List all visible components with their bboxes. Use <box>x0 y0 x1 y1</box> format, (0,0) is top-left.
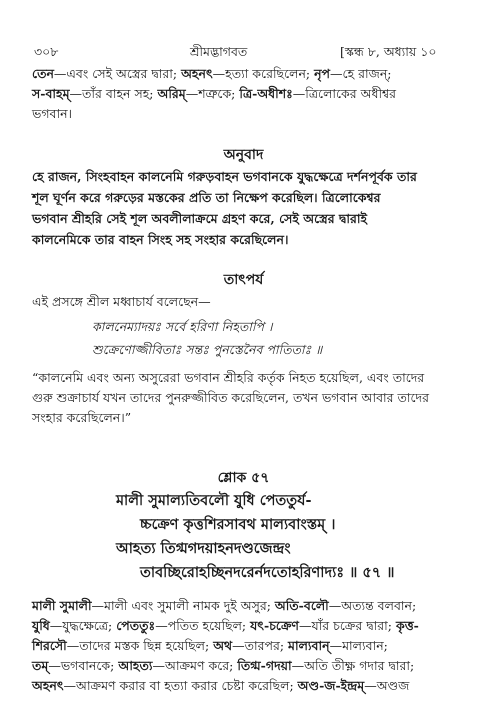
synonym-word: অথ <box>213 638 233 653</box>
translation-line-1: হে রাজন, সিংহবাহন কালনেমি গরুড়বাহন ভগবানকে যুদ্ধক্ষেত্রে দর্শনপূর্বক তার <box>32 169 417 184</box>
synonym-word: অতি-বলৌ <box>274 598 329 613</box>
synonym-meaning: —হত্যা করেছিলেন; <box>212 66 315 81</box>
synonym-meaning: —তাঁর বাহন সহ; <box>69 86 158 101</box>
synonym-meaning: —যুদ্ধক্ষেত্রে; <box>49 618 117 633</box>
word-meanings-line-1 <box>32 598 416 614</box>
verse-line-3: আহত্য তিগ্মগদয়াহনদণ্ডজেন্দ্রং <box>116 540 291 557</box>
synonym-word: মাল্যবান্ <box>288 638 330 653</box>
verse-line-2: চ্চক্রেণ কৃত্তশিরসাবথ মাল্যবাংস্তম্ । <box>140 516 336 533</box>
synonym-meaning: —অত্যন্ত বলবান; <box>328 598 417 613</box>
word-meanings-line-3 <box>32 638 388 654</box>
synonym-meaning: —হে রাজন্‌; <box>330 66 392 81</box>
translation-heading: অনুবাদ <box>223 147 264 163</box>
synonym-meaning: —ভগবানকে; <box>48 658 119 673</box>
synonym-meaning: —অতি তীক্ষ্ণ গদার দ্বারা; <box>291 658 415 673</box>
purport-heading: তাৎপর্য <box>223 272 264 288</box>
chapter-reference: [স্কন্ধ ৮, অধ্যায় ১০ <box>340 44 437 59</box>
synonym-word: মালী সুমালী <box>32 598 92 613</box>
synonym-word: কৃত্ত- <box>395 618 419 633</box>
synonym-meaning: —আক্রমণ করার বা হত্যা করার চেষ্টা করেছিল; <box>63 678 298 693</box>
synonym-word: পেততুঃ <box>116 618 156 633</box>
synonym-meaning: —এবং সেই অস্ত্রের দ্বারা; <box>53 66 182 81</box>
synonym-meaning: —শত্রুকে; <box>185 86 240 101</box>
purport-paragraph-line-2: গুরু শুক্রাচার্য যখন তাদের পুনরুজ্জীবিত করেছিলেন, তখন ভগবান আবার তাদের <box>32 390 430 405</box>
synonym-word: স-বাহম্ <box>32 86 70 101</box>
synonym-word: যুধি <box>32 618 50 633</box>
synonyms-line-2 <box>32 86 396 102</box>
verse-line-4: তাবচ্ছিরোহচ্ছিনদরের্নদতোহরিণাদ্যঃ ॥ ৫৭ ॥ <box>140 564 395 581</box>
page-number: ৩০৮ <box>34 44 59 59</box>
synonym-meaning: —তাদের মস্তক ছিন্ন হয়েছিল; <box>66 638 214 653</box>
word-meanings-line-5 <box>32 678 409 694</box>
purport-quote-line-2: শুক্রেণোজ্জীবিতাঃ সন্তঃ পুনস্তেনৈব পাতিতাঃ ॥ <box>92 342 323 357</box>
synonym-meaning: —তারপর; <box>232 638 289 653</box>
book-title: শ্রীমদ্ভাগবত <box>190 44 248 59</box>
synonym-word: তিগ্ম-গদয়া <box>237 658 292 673</box>
purport-intro: এই প্রসঙ্গে শ্রীল মধ্বাচার্য বলেছেন— <box>32 294 211 309</box>
synonyms-line-3: ভগবান। <box>32 106 73 121</box>
synonym-word: অণ্ড-জ-ইন্দ্রম্ <box>297 678 365 693</box>
translation-line-4: কালনেমিকে তার বাহন সিংহ সহ সংহার করেছিলেন। <box>32 232 289 247</box>
synonym-meaning: —অণ্ডজ <box>364 678 410 693</box>
synonyms-line-1 <box>32 66 392 82</box>
synonym-word: নৃপ <box>314 66 331 81</box>
synonym-meaning: —পতিত হয়েছিল; <box>155 618 251 633</box>
verse-heading: শ্লোক ৫৭ <box>217 470 270 486</box>
synonym-word: অহনৎ <box>32 678 64 693</box>
synonym-word: তেন <box>32 66 54 81</box>
synonym-meaning: —আক্রমণ করে; <box>152 658 238 673</box>
synonym-word: অহনৎ <box>181 66 213 81</box>
word-meanings-line-2 <box>32 618 419 634</box>
purport-quote-line-1: কালনেম্যাদয়ঃ সর্বে হরিণা নিহতাপি । <box>92 319 273 334</box>
translation-line-3: ভগবান শ্রীহরি সেই শূল অবলীলাক্রমে গ্রহণ করে, সেই অস্ত্রের দ্বারাই <box>32 211 368 226</box>
verse-line-1: মালী সুমাল্যতিবলৌ যুধি পেততুর্য- <box>116 492 312 509</box>
translation-line-2: শূল ঘূর্ণন করে গরুড়ের মস্তকের প্রতি তা নিক্ষেপ করেছিল। ত্রিলোকেশ্বর <box>32 190 381 205</box>
synonym-meaning: —মাল্যবান; <box>329 638 388 653</box>
synonym-word: তম্ <box>32 658 49 673</box>
synonym-meaning: —ত্রিলোকের অধীশ্বর <box>292 86 397 101</box>
synonym-word: ত্রি-অধীশঃ <box>239 86 293 101</box>
synonym-word: শিরসৌ <box>32 638 67 653</box>
synonym-word: অরিম্ <box>157 86 186 101</box>
purport-paragraph-line-1: “কালনেমি এবং অন্য অসুরেরা ভগবান শ্রীহরি কর্তৃক নিহত হয়েছিল, এবং তাদের <box>32 370 425 385</box>
purport-paragraph-line-3: সংহার করেছিলেন।” <box>32 410 132 425</box>
synonym-meaning: —যাঁর চক্রের দ্বারা; <box>298 618 396 633</box>
synonym-word: যৎ-চক্রেণ <box>250 618 299 633</box>
word-meanings-line-4 <box>32 658 414 674</box>
synonym-meaning: —মালী এবং সুমালী নামক দুই অসুর; <box>91 598 275 613</box>
synonym-word: আহত্য <box>118 658 153 673</box>
